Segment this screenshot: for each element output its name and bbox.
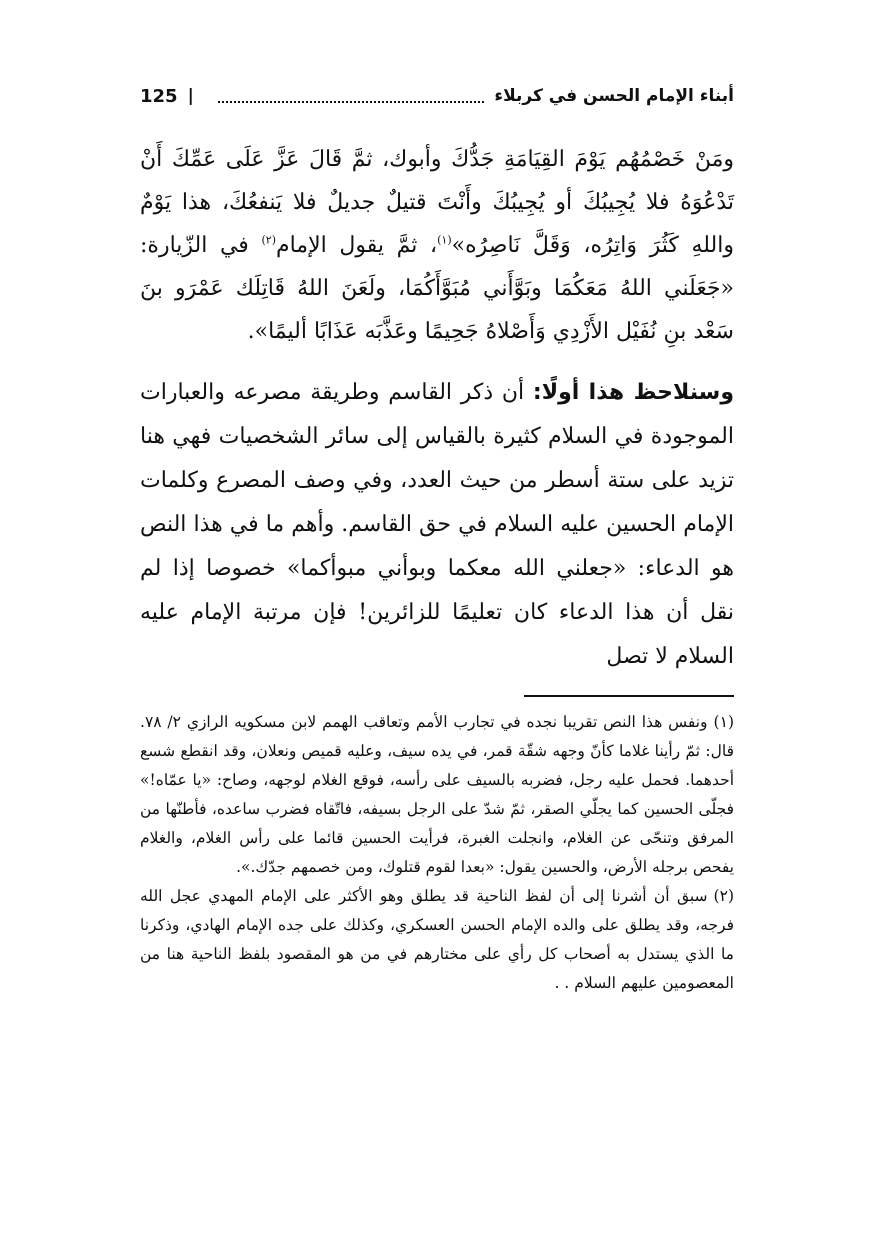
paragraph-text: أن ذكر القاسم وطريقة مصرعه والعبارات الموجودة في السلام كثيرة بالقياس إلى سائر الشخصيات فهي هنا تزيد على ستة أسطر من حيث العدد، وفي وصف المصرع وكلمات الإمام الحسين عليه السلام في حق القاسم. وأهم ما في هذا النص هو الدعاء: «جعلني الله معكما وبوأني مبوأكما» خصوصا إذا لم نقل أن هذا الدعاء كان تعليمًا للزائرين! فإن مرتبة الإمام عليه السلام لا تصل [140, 380, 734, 669]
quote-text-1: ومَنْ خَصْمُهُم يَوْمَ القِيَامَةِ جَدُّكَ وأبوك، ثمَّ قَالَ عَزَّ عَلَى عَمِّكَ أَنْ تَدْعُوَهُ فلا يُجِيبُكَ أو يُجِيبُكَ وأَنْتَ قتيلٌ جديلٌ فلا يَنفعُكَ، هذا يَوْمٌ واللهِ كَثُرَ وَاتِرُه، وَقَلَّ نَاصِرُه» [140, 147, 734, 258]
footnote-number: (١) [713, 713, 734, 731]
paragraph-lead: وسنلاحظ هذا أولًا: [532, 380, 734, 405]
quote-text-3: في الزّيارة: «جَعَلَني اللهُ مَعَكُمَا وبَوَّأَني مُبَوَّأَكُمَا، ولَعَنَ اللهُ قَاتِلَك عَمْرَو بنَ سَعْد بنِ نُفَيْل الأَزْدِي وَأَصْلاهُ جَحِيمًا وعَذَّبَه عَذَابًا أليمًا». [140, 233, 734, 344]
footnote-text: ونفس هذا النص تقريبا نجده في تجارب الأمم وتعاقب الهمم لابن مسكويه الرازي ٢/ ٧٨. قال: ثمّ رأينا غلاما كأنّ وجهه شقّة قمر، في يده سيف، وعليه قميص ونعلان، وقد انقطع شسع أحدهما. فحمل عليه رجل، فضربه بالسيف على رأسه، فوقع الغلام لوجهه، وصاح: «يا عمّاه!» فجلّى الحسين كما يجلّي الصقر، ثمّ شدّ على الرجل بسيفه، فاتّقاه فضرب ساعده، فأطنّها من المرفق وتنحّى عن الغلام، وانجلت الغبرة، فرأيت الحسين قائما على رأس الغلام، والغلام يفحص برجله الأرض، والحسين يقول: «بعدا لقوم قتلوك، ومن خصمهم جدّك.». [140, 713, 734, 876]
footnote-ref-1: (١) [437, 233, 452, 247]
footnote-text: سبق أن أشرنا إلى أن لفظ الناحية قد يطلق وهو الأكثر على الإمام المهدي عجل الله فرجه، وقد يطلق على والده الإمام الحسن العسكري، وكذلك على جده الإمام الهادي، وذكرنا ما الذي يستدل به أصحاب كل رأي على مختارهم في من هو المقصود بلفظ الناحية هنا من المعصومين عليهم السلام . . [140, 887, 734, 992]
footnote-ref-2: (٢) [261, 233, 276, 247]
footnote-divider [524, 695, 734, 697]
header-dot-leader [218, 89, 485, 103]
footnote-2 [140, 882, 734, 998]
book-title: أبناء الإمام الحسن في كربلاء [494, 86, 734, 106]
header-separator: | [187, 86, 194, 106]
running-header [140, 78, 734, 114]
footnote-number: (٢) [713, 887, 734, 905]
ziyara-quote-paragraph [140, 138, 734, 353]
commentary-paragraph [140, 371, 734, 679]
footnotes [140, 708, 734, 998]
main-text [140, 138, 734, 701]
quote-text-2: ، ثمَّ يقول الإمام [275, 233, 438, 258]
page-number: 125 [140, 85, 178, 107]
footnote-1 [140, 708, 734, 882]
